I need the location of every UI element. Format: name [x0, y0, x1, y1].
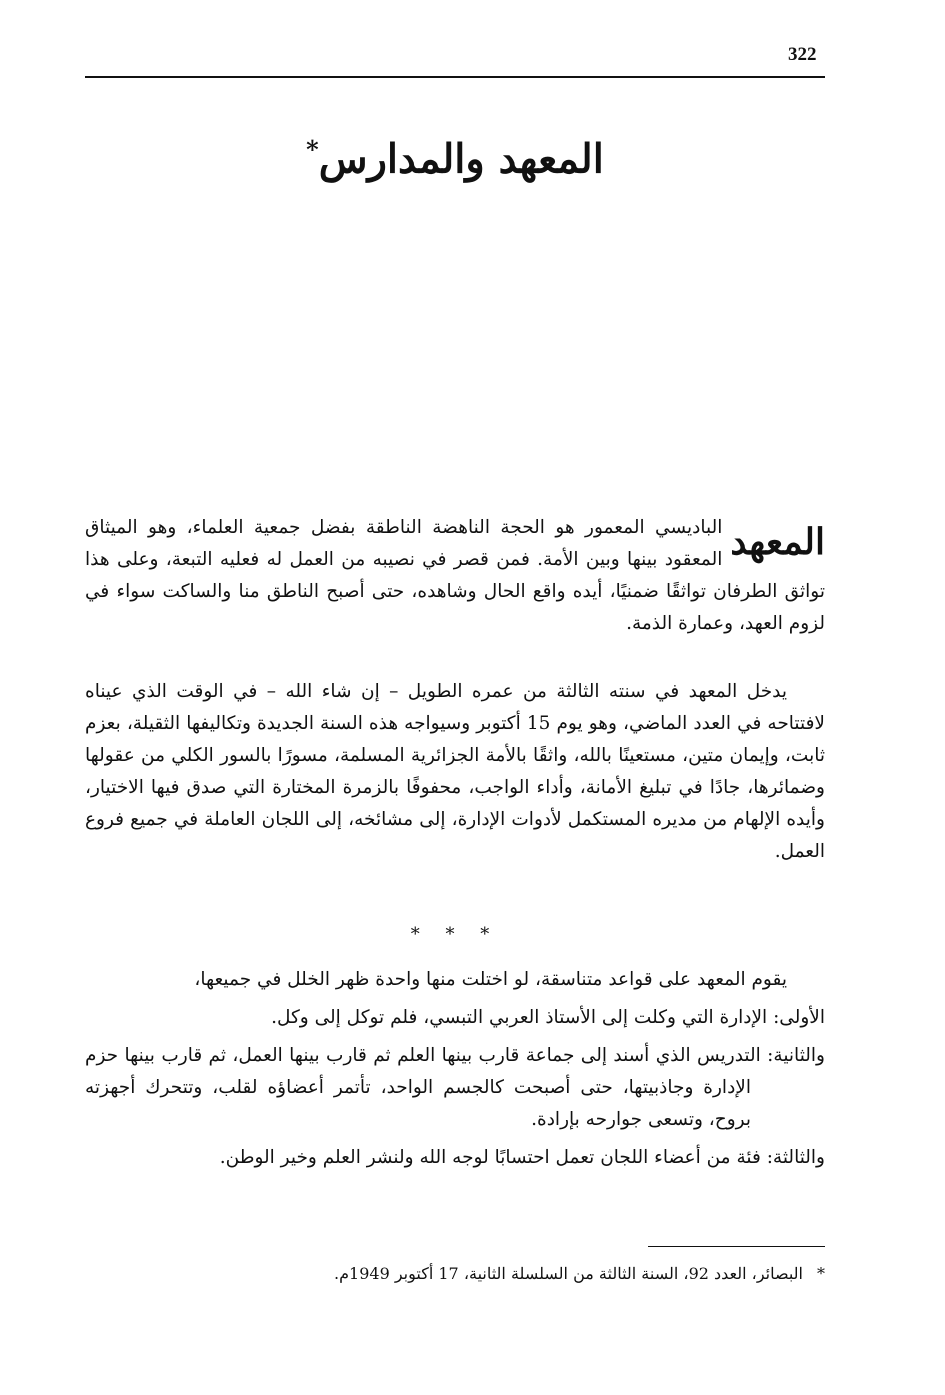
title-footnote-mark: *: [306, 135, 319, 164]
foundation-item-second: والثانية: التدريس الذي أسند إلى جماعة قارب بينها العلم ثم قارب بينها العمل، ثم قارب بينها حزم الإدارة وجاذبيتها، حتى أصبحت كالجسم الواحد، تأتمر أعضاؤه لقلب، وتتحرك أجهزته بروح، وتسعى جوارحه بإرادة.: [85, 1045, 825, 1130]
paragraph-second: يدخل المعهد في سنته الثالثة من عمره الطويل – إن شاء الله – في الوقت الذي عيناه لافتتاحه في العدد الماضي، وهو يوم 15 أكتوبر وسيواجه هذه السنة الجديدة وتكاليفها الثقيلة، بعزم ثابت، وإيمان متين، مستعينًا بالله، واثقًا بالأمة الجزائرية المسلمة، مسورًا بالسور الكلي من عقولها وضمائرها، جادًا في تبليغ الأمانة، وأداء الواجب، محفوفًا بالزمرة المختارة التي صدق فيها الاختيار، وأيده الإلهام من مديره المستكمل لأدوات الإدارة، إلى مشائخه، إلى اللجان العاملة في جميع فروع العمل.: [85, 681, 825, 862]
header-rule: [85, 76, 825, 78]
page-number: 322: [788, 44, 817, 65]
paragraph-intro: [85, 512, 825, 640]
foundation-item-third: والثالثة: فئة من أعضاء اللجان تعمل احتسابًا لوجه الله ولنشر العلم وخير الوطن.: [219, 1147, 825, 1168]
footnote-mark: *: [817, 1264, 825, 1283]
foundation-item-first: الأولى: الإدارة التي وكلت إلى الأستاذ العربي التبسي، فلم توكل إلى وكل.: [271, 1007, 825, 1028]
paragraph-foundations: [85, 964, 825, 1174]
foundations-intro: يقوم المعهد على قواعد متناسقة، لو اختلت منها واحدة ظهر الخلل في جميعها،: [194, 969, 787, 990]
lead-word: المعهد: [730, 521, 825, 563]
page-title: [85, 120, 825, 189]
title-text: المعهد والمدارس: [318, 135, 604, 183]
footnote-rule: [648, 1246, 825, 1247]
footnote-text: البصائر، العدد 92، السنة الثالثة من السلسلة الثانية، 17 أكتوبر 1949م.: [334, 1264, 803, 1283]
paragraph-intro-text: الباديسي المعمور هو الحجة الناهضة الناطقة بفضل جمعية العلماء، وهو الميثاق المعقود بينها وبين الأمة. فمن قصر في نصيبه من العمل له فعليه التبعة، وعلى هذا تواثق الطرفان تواثقًا ضمنيًا، أيده واقع الحال وشاهده، حتى أصبح الناطق منا والساكت سواء في لزوم العهد، وعمارة الذمة.: [85, 517, 825, 634]
footnote: [85, 1260, 825, 1288]
section-separator: * * *: [410, 924, 500, 945]
